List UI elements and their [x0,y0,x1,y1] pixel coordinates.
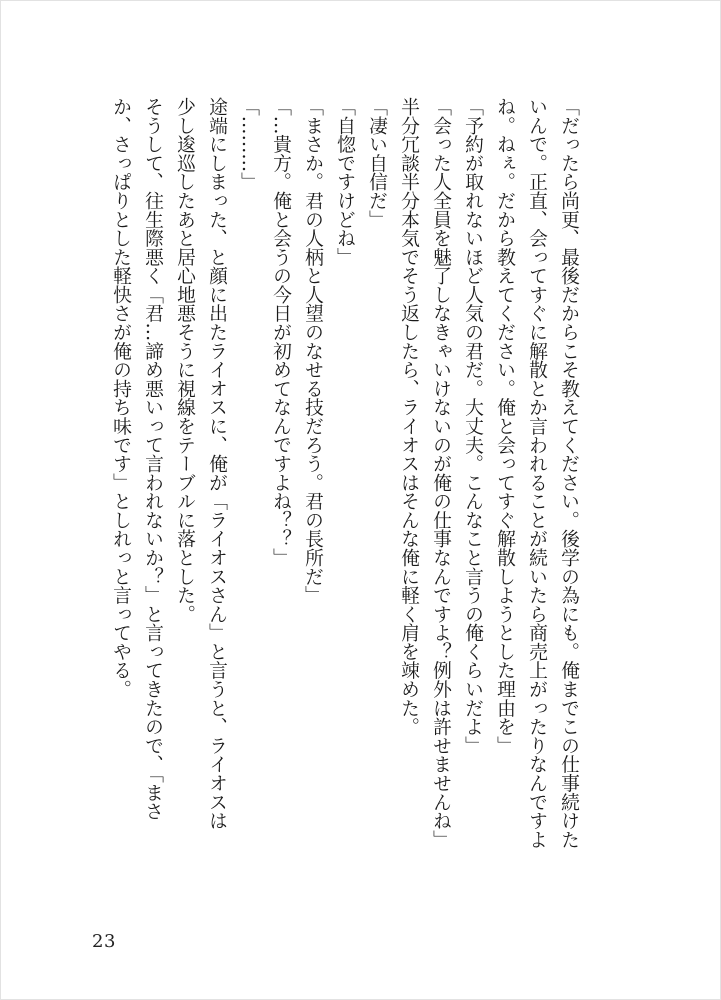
text-line: 「予約が取れないほど人気の君だ。大丈夫。こんなこと言うの俺くらいだよ」 [462,97,483,755]
text-line: 「凄い自信だ」 [366,97,387,229]
text-line: 「だったら尚更、最後だからこそ教えてください。後学の為にも。俺までこの仕事続けた [558,97,579,849]
text-line: ね。ねぇ。だから教えてください。俺と会ってすぐ解散しようとした理由を」 [494,97,515,755]
text-line: 「自惚ですけどね」 [334,97,355,267]
page-number: 23 [92,931,116,952]
text-line: そうして、往生際悪く「君…諦め悪いって言われないか？」と言ってきたので、「まさ [142,97,163,821]
text-line: 少し逡巡したあと居心地悪そうに視線をテーブルに落とした。 [174,97,195,624]
text-line: 途端にしまった、と顔に出たライオスに、俺が「ライオスさん」と言うと、ライオスは [206,97,227,830]
text-line: か、さっぱりとした軽快さが俺の持ち味です」としれっと言ってやる。 [110,97,131,699]
text-line: 半分冗談半分本気でそう返したら、ライオスはそんな俺に軽く肩を竦めた。 [398,97,419,736]
text-line: 「…貴方。俺と会うの今日が初めてなんですよね？？」 [270,97,291,567]
text-line: 「まさか。君の人柄と人望のなせる技だろう。君の長所だ」 [302,97,323,605]
vertical-body-text [104,97,584,897]
text-line: 「………」 [238,97,259,191]
text-line: いんで。正直、会ってすぐに解散とか言われることが続いたら商売上がったりなんですよ [526,97,547,849]
text-line: 「会った人全員を魅了しなきゃいけないのが俺の仕事なんですよ？例外は許せませんね」 [430,97,451,849]
